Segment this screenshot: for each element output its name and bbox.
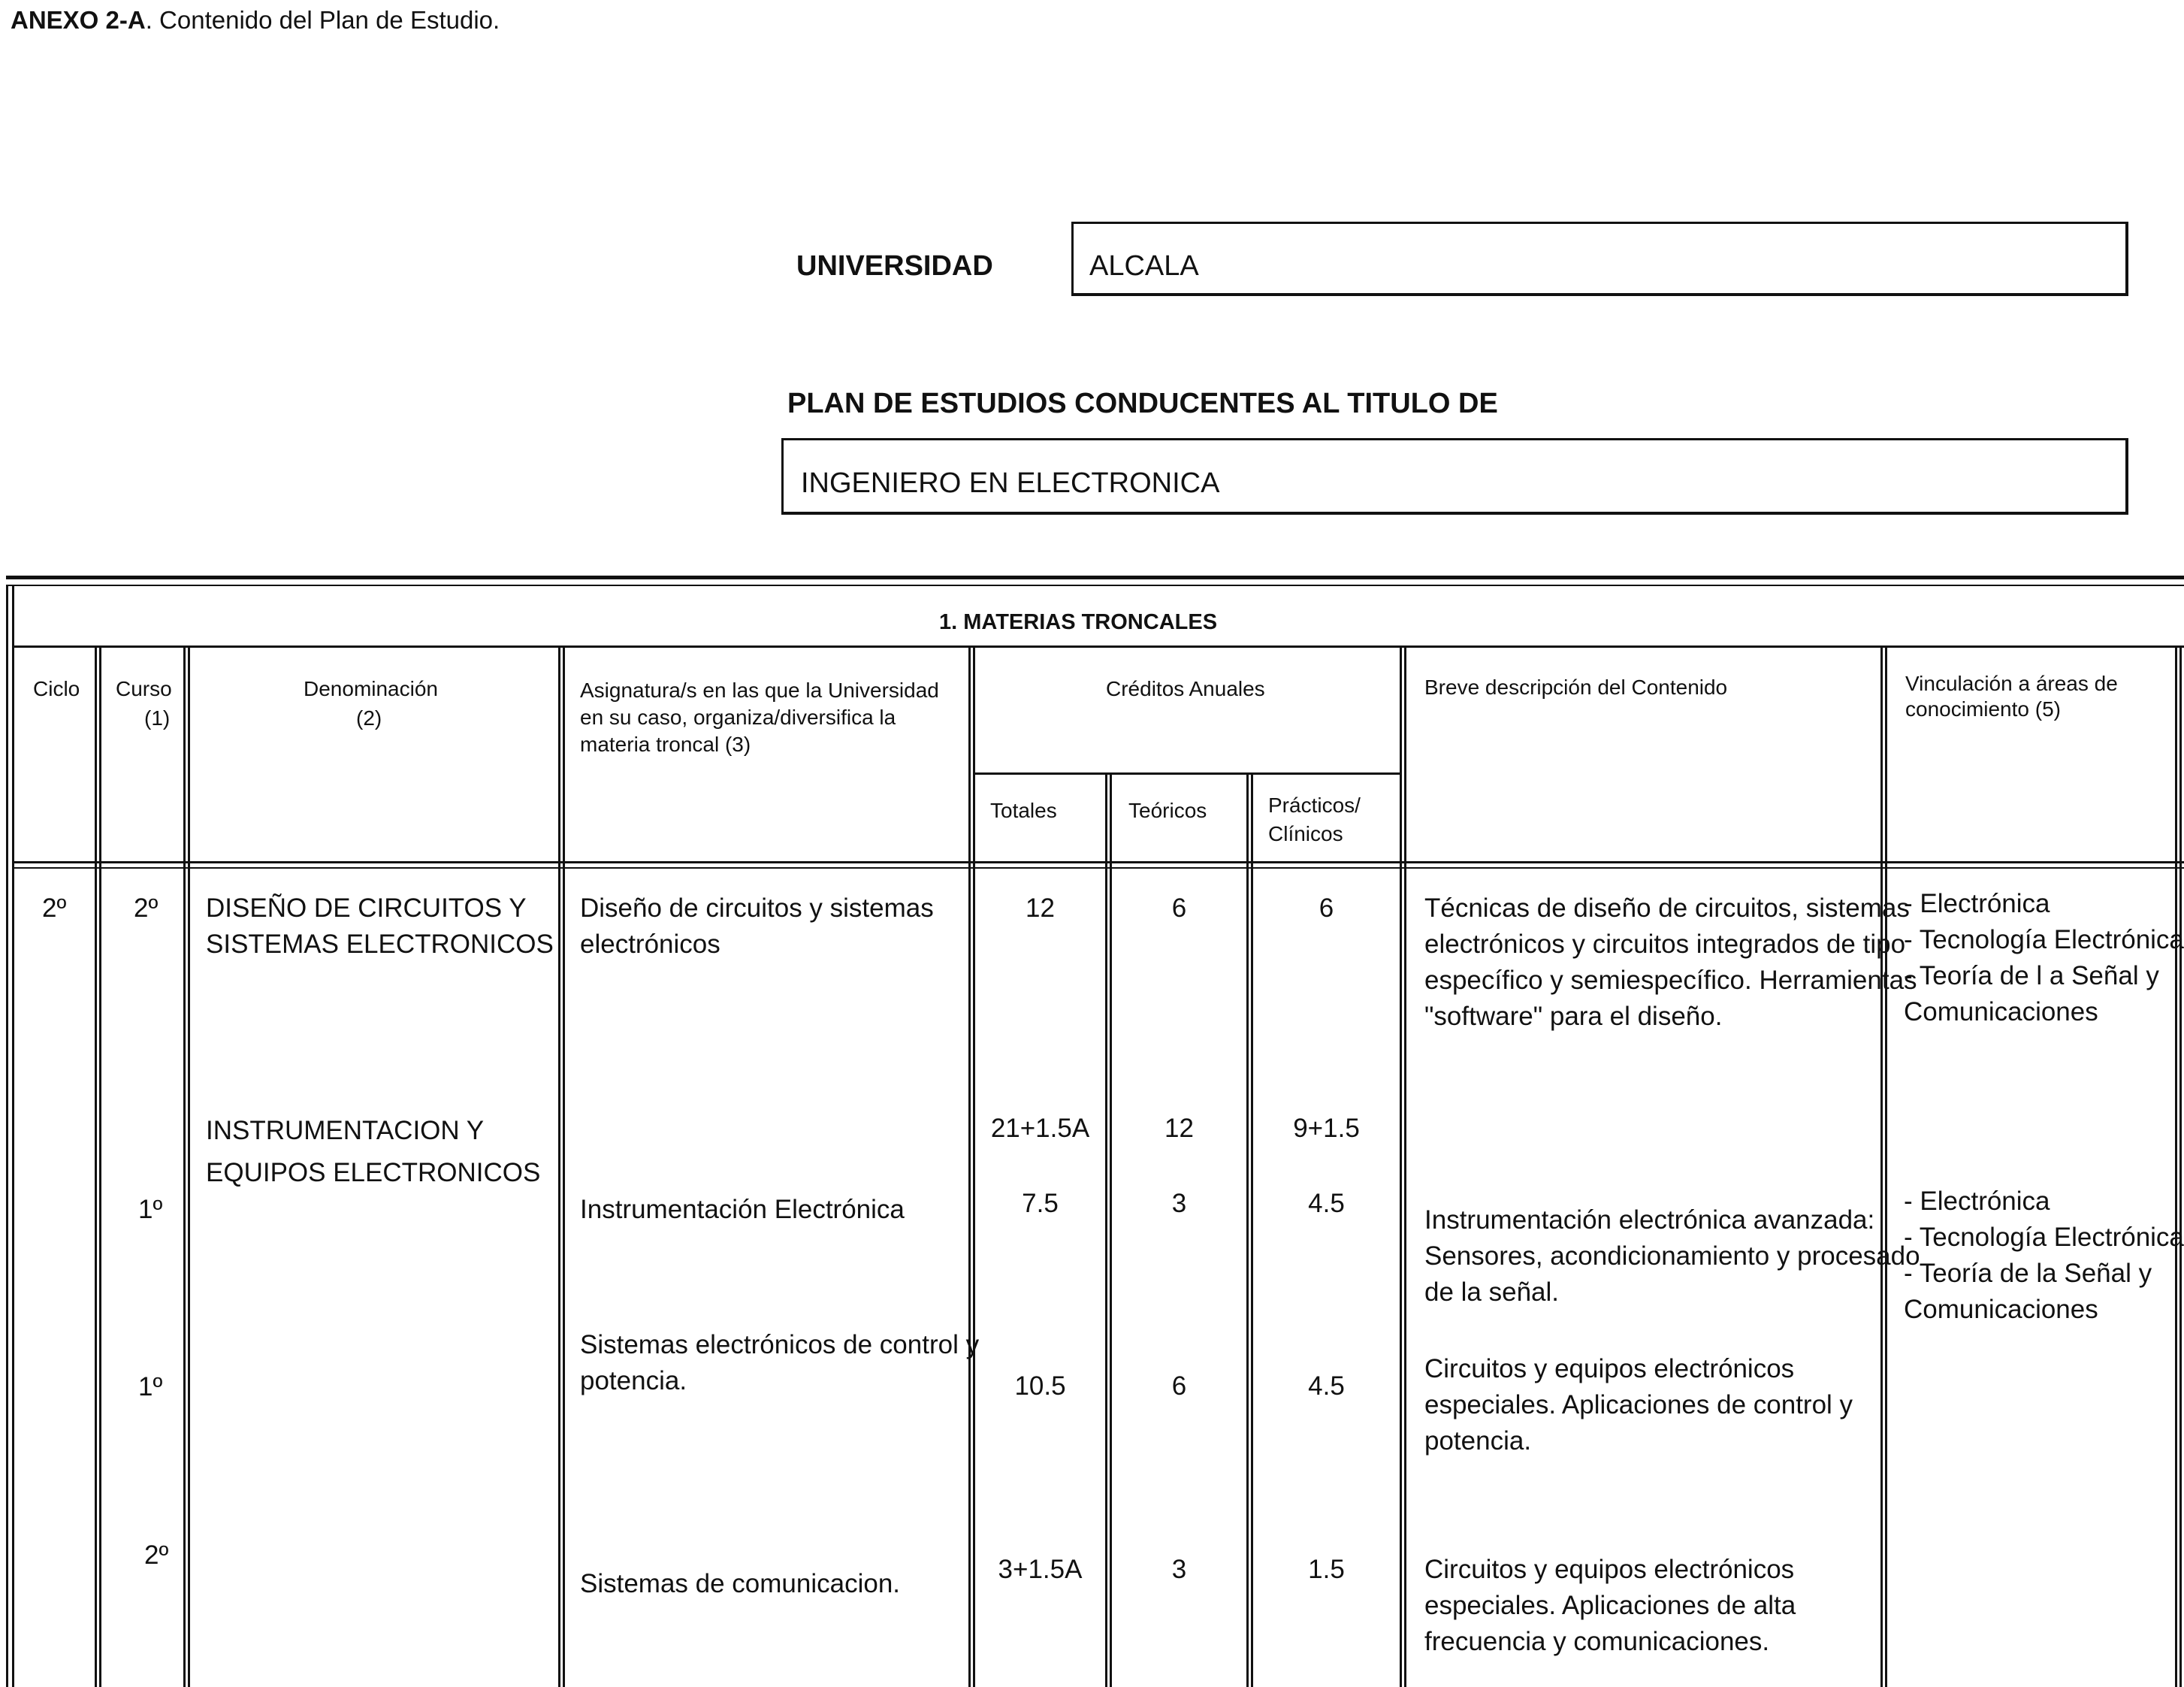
row2-denominacion	[206, 1110, 540, 1194]
university-label: UNIVERSIDAD	[796, 250, 993, 282]
row1-denominacion-line: DISEÑO DE CIRCUITOS Y	[206, 893, 527, 923]
row1-denominacion-line: SISTEMAS ELECTRONICOS	[206, 930, 554, 959]
row4-teoricos: 6	[1171, 1371, 1187, 1401]
university-value: ALCALA	[1089, 250, 1199, 282]
row1-totales: 12	[1026, 893, 1055, 923]
row5-practicos: 1.5	[1308, 1555, 1345, 1584]
row3-vinculacion-line: - Teoría de la Señal y	[1904, 1259, 2152, 1288]
row1-descripcion-line: específico y semiespecífico. Herramientas	[1424, 966, 1917, 995]
row5-descripcion	[1424, 1552, 1796, 1660]
row1-practicos: 6	[1319, 893, 1334, 923]
row5-descripcion-line: frecuencia y comunicaciones.	[1424, 1627, 1770, 1656]
row3-descripcion-line: Sensores, acondicionamiento y procesado	[1424, 1241, 1920, 1271]
header-curso: Curso	[116, 677, 172, 700]
row1-denominacion	[206, 890, 554, 963]
row2-totales: 21+1.5A	[990, 1114, 1090, 1143]
row5-descripcion-line: especiales. Aplicaciones de alta	[1424, 1591, 1796, 1620]
row5-teoricos: 3	[1171, 1555, 1187, 1584]
row1-descripcion-line: "software" para el diseño.	[1424, 1002, 1723, 1031]
row1-asignatura-line: electrónicos	[580, 930, 720, 959]
row4-curso: 1º	[138, 1372, 163, 1401]
header-asignatura: Asignatura/s en las que la Universidad en su caso, organiza/diversifica la materia troncal (3)	[580, 679, 939, 756]
row2-denominacion-line: EQUIPOS ELECTRONICOS	[206, 1158, 541, 1187]
row2-teoricos: 12	[1164, 1114, 1194, 1143]
row4-totales: 10.5	[1014, 1371, 1066, 1401]
row3-totales: 7.5	[1022, 1189, 1059, 1218]
row5-descripcion-line: Circuitos y equipos electrónicos	[1424, 1555, 1795, 1584]
plan-label: PLAN DE ESTUDIOS CONDUCENTES AL TITULO DE	[787, 388, 1498, 419]
row3-curso: 1º	[138, 1195, 163, 1224]
row3-teoricos: 3	[1171, 1189, 1187, 1218]
row4-asignatura-line: potencia.	[580, 1366, 687, 1395]
table-title: 1. MATERIAS TRONCALES	[939, 610, 1218, 634]
annex-text: . Contenido del Plan de Estudio.	[145, 6, 500, 34]
row1-descripcion-line: electrónicos y circuitos integrados de tipo	[1424, 930, 1906, 959]
annex-title	[11, 6, 500, 35]
row1-asignatura-line: Diseño de circuitos y sistemas	[580, 893, 934, 923]
row1-vinculacion-line: Comunicaciones	[1904, 997, 2098, 1026]
row3-descripcion-line: Instrumentación electrónica avanzada:	[1424, 1205, 1875, 1235]
row1-teoricos: 6	[1171, 893, 1187, 923]
row1-descripcion-line: Técnicas de diseño de circuitos, sistemas	[1424, 893, 1910, 923]
header-ciclo: Ciclo	[33, 677, 80, 700]
row1-vinculacion-line: - Teoría de l a Señal y	[1904, 961, 2159, 990]
row1-descripcion	[1424, 890, 1917, 1035]
row3-asignatura: Instrumentación Electrónica	[580, 1195, 905, 1224]
header-practicos: Prácticos/ Clínicos	[1268, 794, 1361, 845]
row4-descripcion-line: Circuitos y equipos electrónicos	[1424, 1354, 1795, 1383]
row3-vinculacion-line: Comunicaciones	[1904, 1295, 2098, 1324]
header-curso-note: (1)	[144, 706, 171, 730]
row3-descripcion	[1424, 1202, 1920, 1311]
row2-practicos: 9+1.5	[1293, 1114, 1360, 1143]
row1-vinculacion-line: - Tecnología Electrónica	[1904, 925, 2184, 954]
row1-ciclo: 2º	[42, 893, 67, 923]
plan-value: INGENIERO EN ELECTRONICA	[801, 467, 1220, 499]
row3-practicos: 4.5	[1308, 1189, 1345, 1218]
row3-vinculacion-line: - Tecnología Electrónica	[1904, 1223, 2184, 1252]
row5-curso: 2º	[144, 1540, 169, 1570]
row4-descripcion-line: especiales. Aplicaciones de control y	[1424, 1390, 1853, 1419]
header-teoricos: Teóricos	[1128, 799, 1207, 822]
row3-descripcion-line: de la señal.	[1424, 1277, 1560, 1307]
row3-vinculacion	[1904, 1184, 2184, 1328]
header-denominacion-note: (2)	[356, 706, 382, 730]
row1-vinculacion-line: - Electrónica	[1904, 889, 2050, 918]
university-box	[1071, 222, 2128, 296]
header-creditos: Créditos Anuales	[1106, 677, 1265, 700]
header-totales: Totales	[990, 799, 1057, 822]
header-denominacion: Denominación	[304, 677, 438, 700]
row5-asignatura: Sistemas de comunicacion.	[580, 1569, 901, 1598]
header-descripcion: Breve descripción del Contenido	[1424, 676, 1728, 699]
annex-label: ANEXO 2-A	[11, 6, 146, 34]
header-vinculacion: Vinculación a áreas de conocimiento (5)	[1905, 672, 2118, 721]
row4-descripcion	[1424, 1351, 1853, 1459]
row4-asignatura	[580, 1327, 979, 1399]
row2-denominacion-line: INSTRUMENTACION Y	[206, 1116, 485, 1145]
row1-curso: 2º	[134, 893, 159, 923]
row3-vinculacion-line: - Electrónica	[1904, 1187, 2050, 1216]
row1-vinculacion	[1904, 886, 2184, 1030]
row4-asignatura-line: Sistemas electrónicos de control y	[580, 1330, 980, 1359]
row4-descripcion-line: potencia.	[1424, 1426, 1532, 1456]
row1-asignatura	[580, 890, 934, 963]
row5-totales: 3+1.5A	[998, 1555, 1083, 1584]
row4-practicos: 4.5	[1308, 1371, 1345, 1401]
